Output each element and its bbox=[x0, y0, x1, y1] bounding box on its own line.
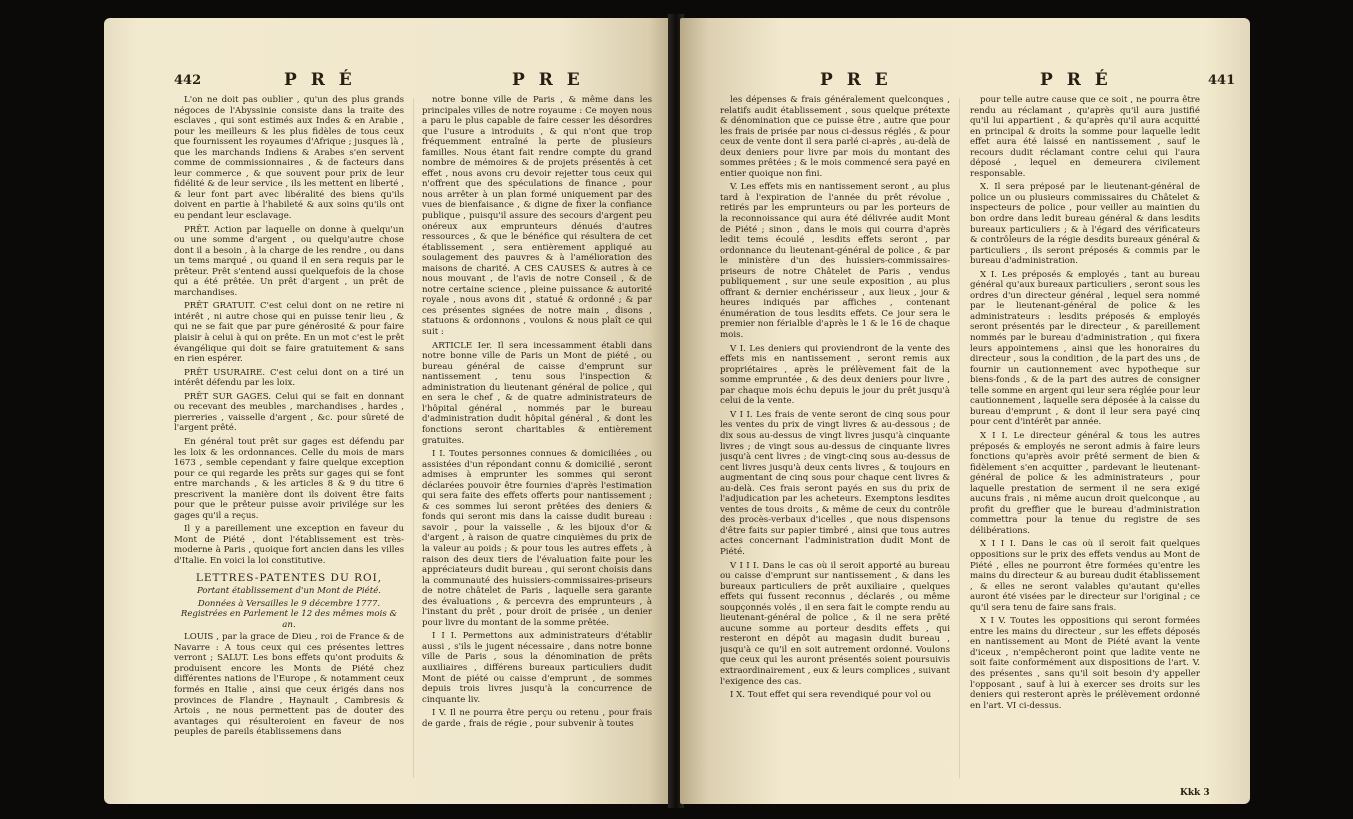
paragraph: PRÊT GRATUIT. C'est celui dont on ne retire ni intérêt , ni autre chose qui en puisse tenir lieu , & qui ne se fait que par pure générosité & pour faire plaisir à celui à qui on prête. En un mot c'est le prêt évangélique qui doit se faire gratuitement & sans en rien espérer. bbox=[174, 301, 404, 365]
paragraph: X I. Les préposés & employés , tant au bureau général qu'aux bureaux particuliers , seront sous les ordres d'un directeur général , lequel sera nommé par le lieutenant-général de police & les administrateurs : lesdits préposés & employés seront présentés par le directeur , & pareillement nommés par le bureau d'administration , qui fixera leurs appointemens , ainsi que les honoraires du directeur , sous la condition , de la part des uns , de fournir un cautionnement avec hypotheque sur biens-fonds , & de la part des autres de consigner telle somme en argent qui leur sera réglée pour leur cautionnement , laquelle sera déposée à la caisse du bureau d'emprunt , & dont il leur sera payé cinq pour cent d'intérêt par année. bbox=[970, 269, 1200, 428]
catchword: Kkk 3 bbox=[1180, 788, 1210, 798]
running-head-left: P R É bbox=[284, 70, 356, 90]
right-page-column-2 bbox=[970, 95, 1200, 785]
left-page-column-1 bbox=[174, 95, 404, 785]
paragraph: En général tout prêt sur gages est défendu par les loix & les ordonnances. Celle du mois de mars 1673 , semble cependant y faire quelque exception pour ce qui regarde les prêts sur gages qui se font entre marchands , & les articles 8 & 9 du titre 6 prescrivent la manière dont ils doivent être faits pour que le prêteur puisse avoir privilége sur les gages qu'il a reçus. bbox=[174, 436, 404, 521]
paragraph: L'on ne doit pas oublier , qu'un des plus grands négoces de l'Abyssinie consiste dans la traite des esclaves , qui sont estimés aux Indes & en Arabie , pour les meilleurs & les plus fidèles de tous ceux que fournissent les royaumes d'Afrique ; jusques là , que les marchands Indiens & Arabes s'en servent comme de commissionnaires , & de facteurs dans leur commerce , & que souvent pour prix de leur fidélité & de leur service , ils les mettent en liberté , & leur font part avec libéralité des biens qu'ils doivent en partie à l'habileté & aux soins qu'ils ont eu pendant leur esclavage. bbox=[174, 95, 404, 222]
paragraph: les dépenses & frais généralement quelconques , relatifs audit établissement , sous quelque prétexte & dénomination que ce puisse être , autre que pour les frais de prisée par nous ci-dessus réglés , & pour ceux de vente dont il sera parlé ci-après , au-delà de deux deniers pour livre par mois du montant des sommes prêtées ; & le mois commencé sera payé en entier quoique non fini. bbox=[720, 95, 950, 179]
paragraph: notre bonne ville de Paris , & même dans les principales villes de notre royaume : Ce moyen nous a paru le plus capable de faire cesser les désordres que l'usure a introduits , & qui n'ont que trop fréquemment entraîné la perte de plusieurs familles. Nous étant fait rendre compte du grand nombre de mémoires & de projets présentés à cet effet , nous avons cru devoir rejetter tous ceux qui n'offrent que des spéculations de finance , pour nous arrêter à un plan formé uniquement par des vues de bienfaisance , & digne de fixer la confiance publique , puisqu'il assure des secours d'argent peu onéreux aux emprunteurs dénués d'autres ressources , & que le bénéfice qui résultera de cet établissement , sera entièrement appliqué au soulagement des pauvres & à l'amélioration des maisons de charité. A CES CAUSES & autres à ce nous mouvant , de l'avis de notre Conseil , & de notre certaine science , pleine puissance & autorité royale , nous avons dit , statué & ordonné ; & par ces présentes signées de notre main , disons , statuons & ordonnons , voulons & nous plaît ce qui suit : bbox=[422, 95, 652, 338]
running-head-right-center: P R E bbox=[820, 70, 892, 90]
right-page bbox=[680, 18, 1250, 804]
section-heading: LETTRES-PATENTES DU ROI, bbox=[195, 571, 383, 584]
column-divider bbox=[413, 98, 414, 778]
paragraph: I X. Tout effet qui sera revendiqué pour vol ou bbox=[730, 690, 932, 701]
paragraph: V I. Les deniers qui proviendront de la vente des effets mis en nantissement , seront remis aux propriétaires , après le prélèvement fait de la somme empruntée , & des deux deniers pour livre , par chaque mois échu depuis le jour du prêt jusqu'à celui de la vente. bbox=[720, 343, 950, 407]
paragraph: V I I I. Dans le cas où il seroit apporté au bureau ou caisse d'emprunt sur nantissement , & dans les bureaux particuliers de prêt auxiliaire , quelques effets qui fussent reconnus , déclarés , ou même soupçonnés volés , il en sera fait le compte rendu au lieutenant-général de police , & il ne sera prêté aucune somme au porteur desdits effets , qui resteront en dépôt au magasin dudit bureau , jusqu'à ce qu'il en soit autrement ordonné. Voulons que ceux qui les auront présentés soient poursuivis extraordinairement , eux & leurs complices , suivant l'exigence des cas. bbox=[720, 560, 950, 687]
left-page bbox=[104, 18, 672, 804]
paragraph: LOUIS , par la grace de Dieu , roi de France & de Navarre : A tous ceux qui ces présentes lettres verront ; SALUT. Les bons effets qu'ont produits & produisent encore les Monts de Piété chez différentes nations de l'Europe , & notamment ceux formés en Italie , ainsi que ceux érigés dans nos provinces de Flandre , Haynault , Cambresis & Artois , ne nous permettent pas de douter des avantages qui résulteroient en faveur de nos peuples de pareils établissemens dans bbox=[174, 632, 404, 738]
column-divider bbox=[959, 98, 960, 778]
left-page-column-2 bbox=[422, 95, 652, 785]
page-number-right: 441 bbox=[1208, 73, 1236, 88]
paragraph: ARTICLE Ier. Il sera incessamment établi dans notre bonne ville de Paris un Mont de piété , ou bureau général de caisse d'emprunt sur nantissement , tenu sous l'inspection & administration du lieutenant général de police , qui en sera le chef , & de quatre administrateurs de l'hôpital général , nommés par le bureau d'administration dudit hôpital général , & dont les fonctions seront charitables & entièrement gratuites. bbox=[422, 340, 652, 446]
paragraph: X I I. Le directeur général & tous les autres préposés & employés ne seront admis à faire leurs fonctions qu'après avoir prêté serment de bien & fidèlement s'en acquitter , pardevant le lieutenant-général de police & les administrateurs , pour laquelle prestation de serment il ne sera exigé aucuns frais , ni même aucun droit quelconque , au profit du greffier que le bureau d'administration commettra pour la tenue du registre de ses délibérations. bbox=[970, 430, 1200, 536]
section-subheading: Portant établissement d'un Mont de Piété. bbox=[196, 586, 382, 597]
paragraph: X I I I. Dans le cas où il seroit fait quelques oppositions sur le prix des effets vendus au Mont de Piété , elles ne pourront être formées qu'entre les mains du directeur & au bureau dudit établissement , & elles ne seront valables qu'autant qu'elles auront été visées par le directeur sur l'original ; ce qu'il sera tenu de faire sans frais. bbox=[970, 539, 1200, 613]
dateline: Données à Versailles le 9 décembre 1777. Registrées en Parlement le 12 des mêmes mois & an. bbox=[180, 598, 398, 630]
running-head-right: P R É bbox=[1040, 70, 1112, 90]
page-number-left: 442 bbox=[174, 73, 202, 88]
paragraph: PRÊT. Action par laquelle on donne à quelqu'un ou une somme d'argent , ou quelqu'autre chose dont il a besoin , à la charge de les rendre , ou dans un tems marqué , ou quand il en sera requis par le prêteur. Prêt s'entend aussi quelquefois de la chose qui a été prêtée. Un prêt d'argent , un prêt de marchandises. bbox=[174, 224, 404, 298]
paragraph: V. Les effets mis en nantissement seront , au plus tard à l'expiration de l'année du prêt révolue , retirés par les emprunteurs ou par les porteurs de la reconnoissance qui aura été délivrée audit Mont de Piété ; sinon , dans le mois qui courra d'après ledit tems écoulé , lesdits effets seront , par ordonnance du lieutenant-général de police , & par le ministère d'un des huissiers-commissaires-priseurs de notre Châtelet de Paris , vendus publiquement , sur une seule exposition , au plus offrant & dernier enchérisseur , aux lieux , jour & heures indiqués par affiches , contenant énumération de tous lesdits effets. Ce jour sera le premier non férialble d'après le 1 & le 16 de chaque mois. bbox=[720, 182, 950, 341]
paragraph: Il y a pareillement une exception en faveur du Mont de Piété , dont l'établissement est très-moderne à Paris , quoique fort ancien dans les villes d'Italie. En voici la loi constitutive. bbox=[174, 524, 404, 566]
paragraph: PRÊT USURAIRE. C'est celui dont on a tiré un intérêt défendu par les loix. bbox=[174, 367, 404, 389]
right-page-column-1 bbox=[720, 95, 950, 785]
paragraph: X. Il sera préposé par le lieutenant-général de police un ou plusieurs commissaires du Châtelet & inspecteurs de police , pour veiller au maintien du bon ordre dans ledit bureau général & dans lesdits bureaux particuliers ; & à l'égard des vérificateurs & contrôleurs de la régie desdits bureaux général & particuliers , ils seront préposés & commis par le bureau d'administration. bbox=[970, 182, 1200, 267]
paragraph: pour telle autre cause que ce soit , ne pourra être rendu au réclamant , qu'après qu'il aura justifié qu'il lui appartient , & qu'après qu'il aura acquitté en principal & droits la somme pour laquelle ledit effet aura été laissé en nantissement , sauf le recours dudit réclamant contre celui qui l'aura déposé , lequel en demeurera civilement responsable. bbox=[970, 95, 1200, 179]
paragraph: I I I. Permettons aux administrateurs d'établir aussi , s'ils le jugent nécessaire , dans notre bonne ville de Paris , sous la dénomination de prêts auxiliaires , différens bureaux particuliers dudit Mont de piété ou caisse d'emprunt , de sommes depuis trois livres jusqu'à la concurrence de cinquante liv. bbox=[422, 631, 652, 705]
paragraph: PRÊT SUR GAGES. Celui qui se fait en donnant ou recevant des meubles , marchandises , hardes , pierreries , vaisselle d'argent , &c. pour sûreté de l'argent prêté. bbox=[174, 391, 404, 434]
running-head-left-center: P R E bbox=[512, 70, 584, 90]
paragraph: V I I. Les frais de vente seront de cinq sous pour les ventes du prix de vingt livres & au-dessous ; de dix sous au-dessus de vingt livres jusqu'à cinquante livres ; de vingt sous au-dessus de cinquante livres jusqu'à cent livres ; de vingt-cinq sous au-dessus de cent livres jusqu'à deux cents livres , & toujours en augmentant de cinq sous pour chaque cent livres & au-delà. Ces frais seront payés en sus du prix de l'adjudication par les acheteurs. Exemptons lesdites ventes de tous droits , & même de ceux du contrôle des procès-verbaux d'icelles , que nous dispensons d'être faits sur papier timbré , ainsi que tous autres actes concernant l'administration dudit Mont de Piété. bbox=[720, 409, 950, 557]
paragraph: X I V. Toutes les oppositions qui seront formées entre les mains du directeur , sur les effets déposés en nantissement au Mont de Piété avant la vente d'iceux , n'empêcheront point que ladite vente ne soit faite conformément aux dispositions de l'art. V. des présentes , sans qu'il soit besoin d'y appeller l'opposant , sauf à lui à exercer ses droits sur les deniers qui resteront après le prélèvement ordonné en l'art. VI ci-dessus. bbox=[970, 616, 1200, 711]
paragraph: I V. Il ne pourra être perçu ou retenu , pour frais de garde , frais de régie , pour subvenir à toutes bbox=[422, 708, 652, 729]
paragraph: I I. Toutes personnes connues & domiciliées , ou assistées d'un répondant connu & domicilié , seront admises à emprunter les sommes qui seront déclarées pouvoir être fournies d'après l'estimation qui sera faite des effets offerts pour nantissement ; & ces sommes lui seront prêtées des deniers & fonds qui seront mis dans la caisse dudit bureau : savoir , pour la vaisselle , & les bijoux d'or & d'argent , à raison de quatre cinquièmes du prix de la valeur au poids ; & pour tous les autres effets , à raison des deux tiers de l'évaluation faite pour les appréciateurs dudit bureau , qui seront choisis dans la communauté des huissiers-commissaires-priseurs de notre châtelet de Paris , laquelle sera garante des évaluations , & percevra des emprunteurs , à l'instant du prêt , pour droit de prisée , un denier pour livre du montant de la somme prêtée. bbox=[422, 449, 652, 628]
